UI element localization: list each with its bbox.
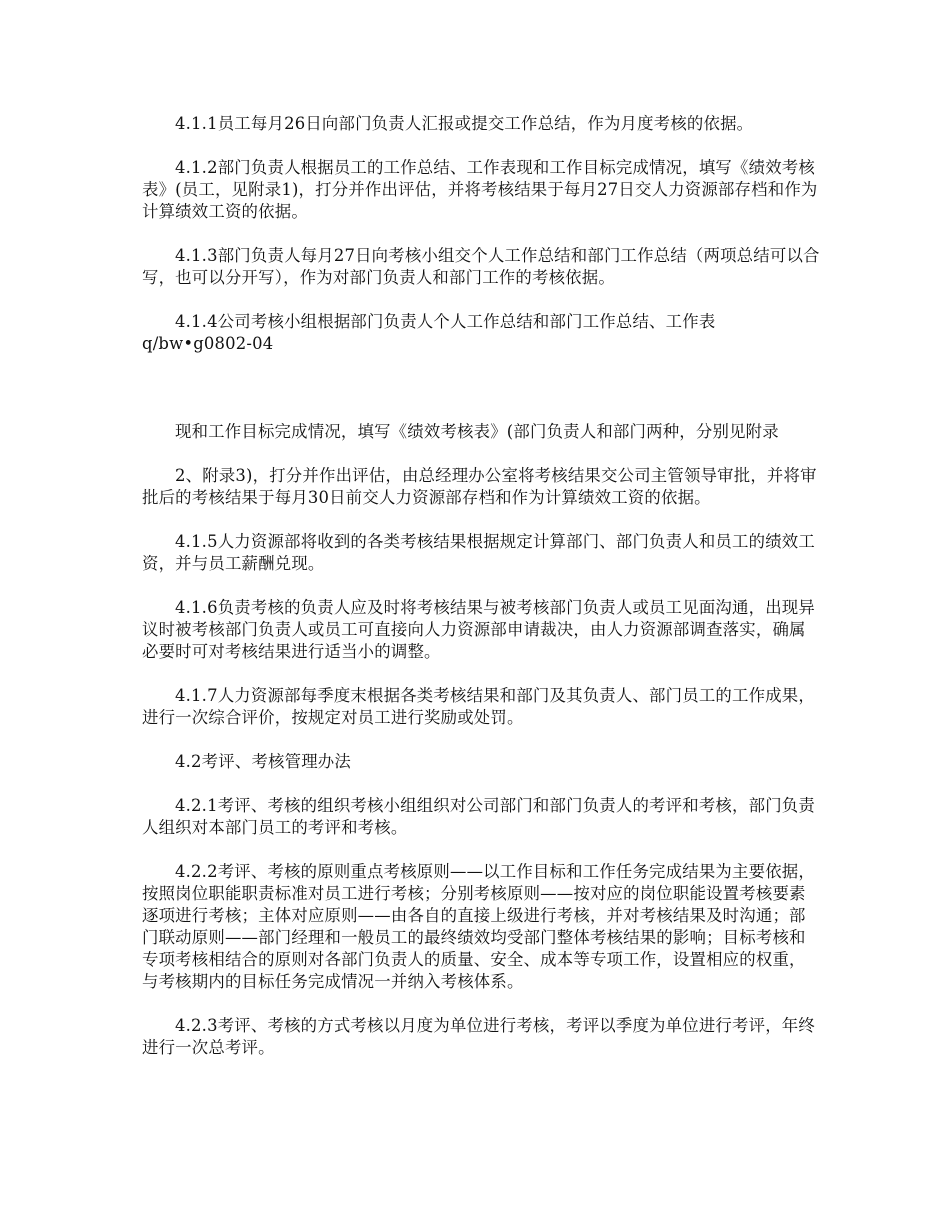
paragraph-4-1-7: 4.1.7人力资源部每季度末根据各类考核结果和部门及其负责人、部门员工的工作成果，进行一次综合评价，按规定对员工进行奖励或处罚。 bbox=[142, 686, 815, 727]
paragraph-4-1-3: 4.1.3部门负责人每月27日向考核小组交个人工作总结和部门工作总结（两项总结可以合写，也可以分开写），作为对部门负责人和部门工作的考核依据。 bbox=[142, 246, 820, 287]
paragraph-4-1-2: 4.1.2部门负责人根据员工的工作总结、工作表现和工作目标完成情况，填写《绩效考核表》(员工，见附录1)，打分并作出评估，并将考核结果于每月27日交人力资源部存档和作为计算绩效工资的依据。 bbox=[142, 158, 818, 221]
paragraph-4-2-3: 4.2.3考评、考核的方式考核以月度为单位进行考核，考评以季度为单位进行考评，年终进行一次总考评。 bbox=[142, 1016, 815, 1057]
paragraph-4-2-2: 4.2.2考评、考核的原则重点考核原则——以工作目标和工作任务完成结果为主要依据，按照岗位职能职责标准对员工进行考核；分别考核原则——按对应的岗位职能设置考核要素逐项进行考核；主体对应原则——由各自的直接上级进行考核，并对考核结果及时沟通；部门联动原则——部门经理和一般员工的最终绩效均受部门整体考核结果的影响；目标考核和专项考核相结合的原则对各部门负责人的质量、安全、成本等专项工作，设置相应的权重，与考核期内的目标任务完成情况一并纳入考核体系。 bbox=[142, 862, 815, 991]
paragraph-4-1-6: 4.1.6负责考核的负责人应及时将考核结果与被考核部门负责人或员工见面沟通，出现异议时被考核部门负责人或员工可直接向人力资源部申请裁决，由人力资源部调查落实，确属必要时可对考核结果进行适当小的调整。 bbox=[142, 598, 815, 661]
document-code: q/bw•g0802-04 bbox=[142, 334, 274, 353]
paragraph-4-1-4-continued: 现和工作目标完成情况，填写《绩效考核表》(部门负责人和部门两种，分别见附录 bbox=[175, 422, 779, 441]
paragraph-4-1-5: 4.1.5人力资源部将收到的各类考核结果根据规定计算部门、部门负责人和员工的绩效工资，并与员工薪酬兑现。 bbox=[142, 532, 815, 573]
paragraph-4-1-1: 4.1.1员工每月26日向部门负责人汇报或提交工作总结，作为月度考核的依据。 bbox=[175, 114, 754, 133]
paragraph-4-1-4: 4.1.4公司考核小组根据部门负责人个人工作总结和部门工作总结、工作表 bbox=[175, 312, 716, 331]
document-body bbox=[142, 113, 822, 1059]
section-heading-4-2: 4.2考评、考核管理办法 bbox=[175, 752, 351, 771]
paragraph-4-2-1: 4.2.1考评、考核的组织考核小组组织对公司部门和部门负责人的考评和考核，部门负责人组织对本部门员工的考评和考核。 bbox=[142, 796, 815, 837]
paragraph-appendix-continued: 2、附录3)，打分并作出评估，由总经理办公室将考核结果交公司主管领导审批，并将审批后的考核结果于每月30日前交人力资源部存档和作为计算绩效工资的依据。 bbox=[142, 466, 817, 507]
